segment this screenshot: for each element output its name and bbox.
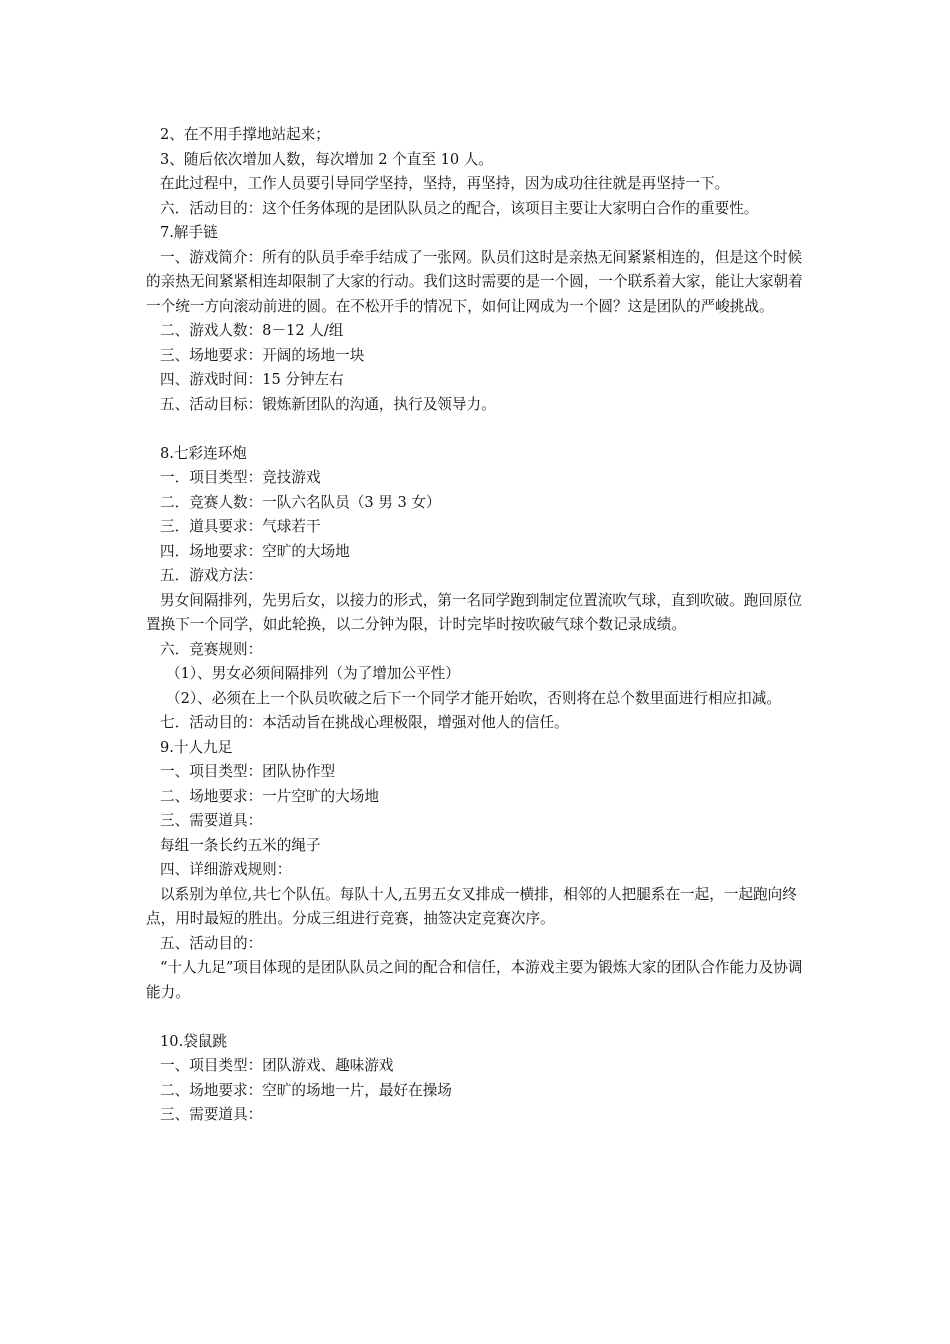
- section-heading: 9.十人九足: [160, 738, 233, 756]
- text-line: 七．活动目的：本活动旨在挑战心理极限，增强对他人的信任。: [160, 714, 569, 731]
- text-paragraph: 以系别为单位,共七个队伍。每队十人,五男五女叉排成一横排，相邻的人把腿系在一起，一起跑向终点，用时最短的胜出。分成三组进行竞赛，抽签决定竞赛次序。: [146, 885, 797, 927]
- text-line: 四、游戏时间：15 分钟左右: [160, 371, 344, 388]
- text-line: 二．竞赛人数：一队六名队员（3 男 3 女）: [160, 493, 441, 511]
- text-line: 三、需要道具：: [160, 812, 263, 829]
- section-heading: 10.袋鼠跳: [160, 1032, 227, 1050]
- text-line: 四、详细游戏规则：: [160, 861, 292, 878]
- text-paragraph: “十人九足”项目体现的是团队队员之间的配合和信任，本游戏主要为锻炼大家的团队合作能力及协调能力。: [146, 959, 803, 1001]
- text-line: 五、活动目标：锻炼新团队的沟通，执行及领导力。: [160, 395, 496, 413]
- section-heading: 8.七彩连环炮: [160, 444, 247, 462]
- text-paragraph: 男女间隔排列，先男后女，以接力的形式，第一名同学跑到制定位置流吹气球，直到吹破。跑回原位置换下一个同学，如此轮换，以二分钟为限，计时完毕时按吹破气球个数记录成绩。: [146, 591, 803, 633]
- text-line: 二、场地要求：空旷的场地一片，最好在操场: [160, 1081, 452, 1099]
- text-paragraph: 一、游戏简介：所有的队员手牵手结成了一张网。队员们这时是亲热无间紧紧相连的，但是这个时候的亲热无间紧紧相连却限制了大家的行动。我们这时需要的是一个圆，一个联系着大家，能让大家朝着一个统一方向滚动前进的圆。在不松开手的情况下，如何让网成为一个圆？这是团队的严峻挑战。: [146, 248, 803, 315]
- text-line: 五、活动目的：: [160, 934, 263, 952]
- text-line: 四．场地要求：空旷的大场地: [160, 542, 350, 560]
- text-line: 3、随后依次增加人数，每次增加 2 个直至 10 人。: [160, 150, 493, 168]
- text-line: 六．活动目的：这个任务体现的是团队队员之的配合，该项目主要让大家明白合作的重要性。: [160, 199, 759, 217]
- text-line: 2、在不用手撑地站起来；: [160, 126, 330, 143]
- blank-line: [146, 417, 816, 442]
- text-line: 一、项目类型：团队游戏、趣味游戏: [160, 1057, 394, 1074]
- text-line: 五．游戏方法：: [160, 567, 263, 584]
- text-line: 一．项目类型：竞技游戏: [160, 469, 321, 486]
- text-line: 二、游戏人数：8－12 人/组: [160, 322, 344, 339]
- text-line: 一、项目类型：团队协作型: [160, 763, 336, 780]
- section-heading: 7.解手链: [160, 224, 218, 241]
- document-page: [146, 123, 816, 1128]
- text-line: 三、场地要求：开阔的场地一块: [160, 346, 365, 364]
- blank-line: [146, 1005, 816, 1030]
- text-line: 六．竞赛规则：: [160, 640, 263, 658]
- text-line: 在此过程中，工作人员要引导同学坚持，坚持，再坚持，因为成功往往就是再坚持一下。: [160, 175, 730, 192]
- text-line: （1）、男女必须间隔排列（为了增加公平性）: [166, 665, 460, 682]
- text-line: 二、场地要求：一片空旷的大场地: [160, 787, 379, 805]
- text-line: 三、需要道具：: [160, 1106, 263, 1123]
- text-line: 每组一条长约五米的绳子: [160, 836, 321, 854]
- text-line: 三．道具要求：气球若干: [160, 518, 321, 535]
- text-paragraph: （2）、必须在上一个队员吹破之后下一个同学才能开始吹，否则将在总个数里面进行相应扣减。: [166, 689, 781, 707]
